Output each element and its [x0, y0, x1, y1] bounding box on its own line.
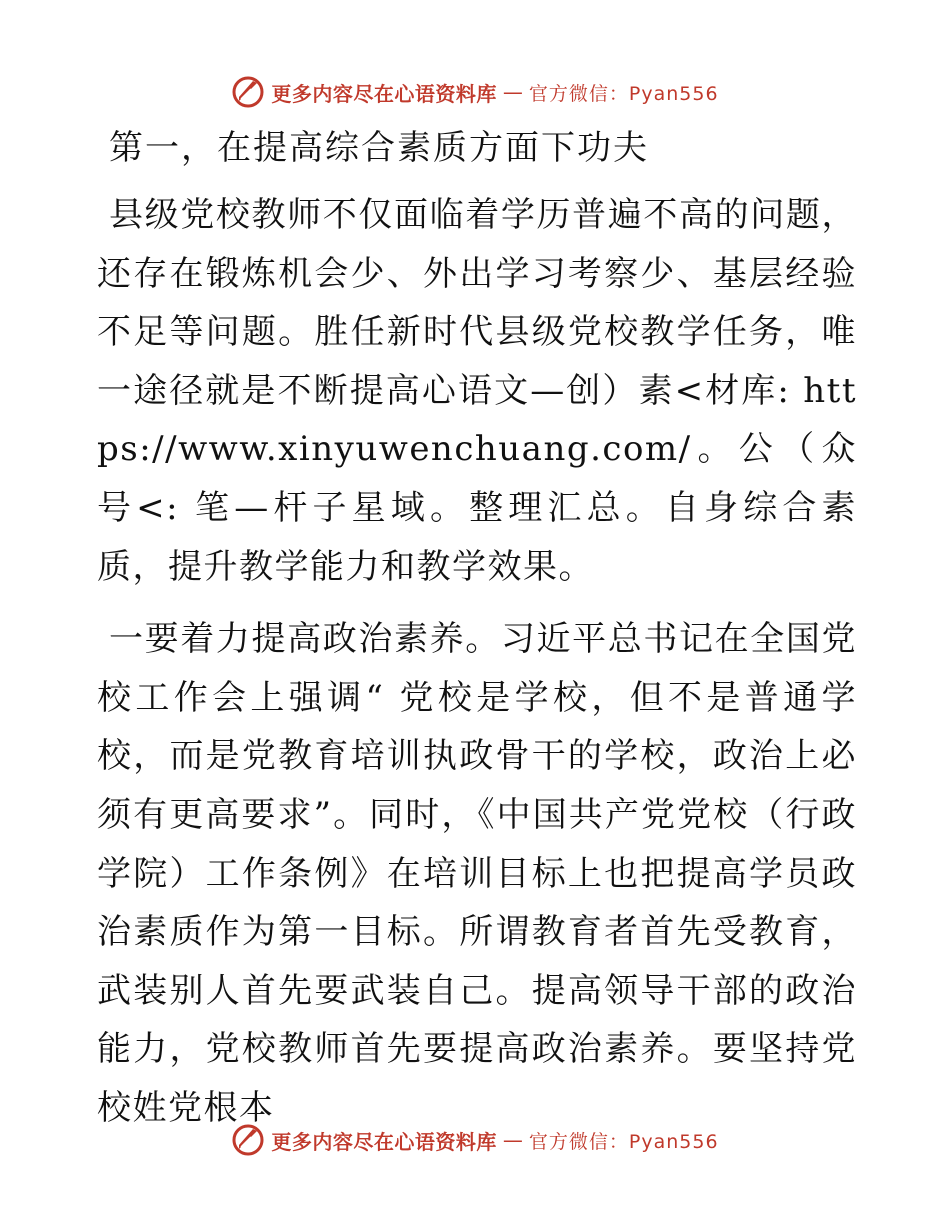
banner-wechat-text: 官方微信：Pyan556 [528, 82, 719, 105]
banner-separator: — [502, 80, 523, 104]
document-body [97, 122, 857, 1152]
section-heading: 第一，在提高综合素质方面下功夫 [109, 128, 649, 168]
banner-separator: — [502, 1128, 523, 1152]
quill-logo-icon [231, 1123, 265, 1157]
paragraph-2: 一要着力提高政治素养。习近平总书记在全国党校工作会上强调“ 党校是学校，但不是普通学校，而是党教育培训执政骨干的学校，政治上必须有更高要求”。同时，《中国共产党党校（行政学院）工作条例》在培训目标上也把提高学员政治素质作为第一目标。所谓教育者首先受教育，武装别人首先要武装自己。提高领导干部的政治能力，党校教师首先要提高政治素养。要坚持党校姓党根本 [97, 619, 857, 1128]
header-banner [0, 70, 950, 114]
banner-site-text: 更多内容尽在心语资料库 [271, 81, 497, 106]
banner-wechat-text: 官方微信：Pyan556 [528, 1130, 719, 1153]
quill-logo-icon [231, 75, 265, 109]
paragraph-1: 县级党校教师不仅面临着学历普遍不高的问题，还存在锻炼机会少、外出学习考察少、基层经验不足等问题。胜任新时代县级党校教学任务，唯一途径就是不断提高心语文—创）素<材库: https://www.xinyuwenchuang.com/。公（众号<: 笔—杆子星域。整理汇总。自身综合素质，提升教学能力和教学效果。 [97, 195, 857, 587]
banner-site-text: 更多内容尽在心语资料库 [271, 1129, 497, 1154]
footer-banner [0, 1118, 950, 1162]
